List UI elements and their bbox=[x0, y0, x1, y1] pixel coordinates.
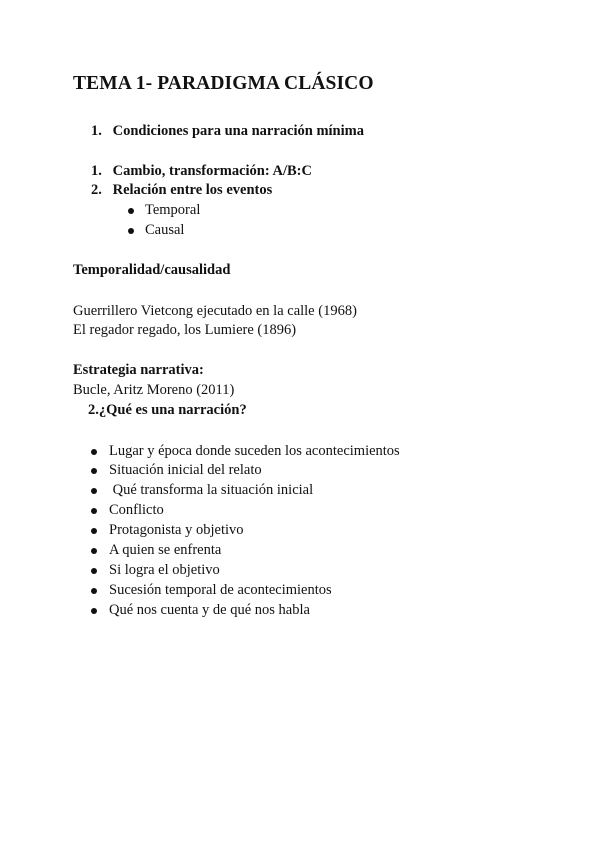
bullet-icon bbox=[91, 449, 97, 455]
bullet-icon bbox=[91, 568, 97, 574]
list-item: A quien se enfrenta bbox=[109, 542, 222, 558]
list-item: Conflicto bbox=[109, 502, 164, 518]
bullet-icon bbox=[91, 508, 97, 514]
list-item: Sucesión temporal de acontecimientos bbox=[109, 582, 332, 598]
list-item: Protagonista y objetivo bbox=[109, 522, 244, 538]
heading-estrategia: Estrategia narrativa: bbox=[73, 362, 204, 378]
bullet-icon bbox=[91, 608, 97, 614]
heading-temporalidad: Temporalidad/causalidad bbox=[73, 262, 231, 278]
list-text: Cambio, transformación: A/B:C bbox=[112, 163, 312, 179]
page-title: TEMA 1- PARADIGMA CLÁSICO bbox=[73, 73, 374, 94]
list-text: Condiciones para una narración mínima bbox=[112, 123, 364, 139]
list-item: Situación inicial del relato bbox=[109, 462, 262, 478]
sub-bullet-causal: Causal bbox=[145, 222, 185, 238]
list-item: Lugar y época donde suceden los acontecimientos bbox=[109, 443, 400, 459]
list-item: Qué nos cuenta y de qué nos habla bbox=[109, 602, 310, 618]
example-line: Guerrillero Vietcong ejecutado en la calle (1968) bbox=[73, 303, 357, 319]
example-line: El regador regado, los Lumiere (1896) bbox=[73, 322, 297, 338]
list-item: Si logra el objetivo bbox=[109, 562, 220, 578]
bullet-icon bbox=[91, 468, 97, 474]
bullet-icon bbox=[128, 228, 134, 234]
bullet-icon bbox=[91, 548, 97, 554]
list-text: Relación entre los eventos bbox=[112, 182, 273, 198]
list-item bbox=[91, 123, 364, 140]
list-number: 1. bbox=[91, 123, 102, 139]
list-item bbox=[91, 163, 312, 180]
sub-bullet-temporal: Temporal bbox=[145, 202, 201, 218]
list-number: 2. bbox=[91, 182, 102, 198]
estrategia-example: Bucle, Aritz Moreno (2011) bbox=[73, 382, 235, 398]
bullet-icon bbox=[128, 208, 134, 214]
list-item bbox=[91, 182, 272, 199]
bullet-icon bbox=[91, 488, 97, 494]
bullet-icon bbox=[91, 588, 97, 594]
list-number: 1. bbox=[91, 163, 102, 179]
question-heading: 2.¿Qué es una narración? bbox=[88, 402, 247, 418]
bullet-icon bbox=[91, 528, 97, 534]
list-item: Qué transforma la situación inicial bbox=[109, 482, 314, 498]
